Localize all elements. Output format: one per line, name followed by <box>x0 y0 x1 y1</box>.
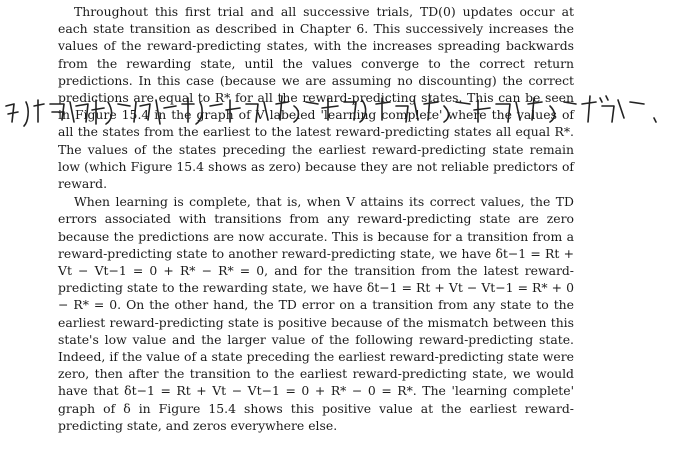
document-body <box>58 3 574 434</box>
paragraph-1: Throughout this first trial and all successive trials, TD(0) updates occur at each state transition as described in Chapter 6. This successively increases the values of the reward-predicting states, with the increases spreading backwards from the rewarding state, until the values converge to the correct return predictions. In this case (because we are assuming no discounting) the correct predictions are equal to R* for all the reward-predicting states. This can be seen in Figure 15.4 in the graph of V labeled 'learning complete' where the values of all the states from the earliest to the latest reward-predicting states all equal R*. The values of the states preceding the earliest reward-predicting state remain low (which Figure 15.4 shows as zero) because they are not reliable predictors of reward. <box>58 4 574 192</box>
paragraph-2: When learning is complete, that is, when V attains its correct values, the TD errors associated with transitions from any reward-predicting state are zero because the predictions are now accurate. This is because for a transition from a reward-predicting state to another reward-predicting state, we have δt−1 = Rt + Vt − Vt−1 = 0 + R* − R* = 0, and for the transition from the latest reward-predicting state to the rewarding state, we have δt−1 = Rt + Vt − Vt−1 = R* + 0 − R* = 0. On the other hand, the TD error on a transition from any state to the earliest reward-predicting state is positive because of the mismatch between this state's low value and the larger value of the following reward-predicting state. Indeed, if the value of a state preceding the earliest reward-predicting state were zero, then after the transition to the earliest reward-predicting state, we would have that δt−1 = Rt + Vt − Vt−1 = 0 + R* − 0 = R*. The 'learning complete' graph of δ in Figure 15.4 shows this positive value at the earliest reward-predicting state, and zeros everywhere else. <box>58 194 574 433</box>
